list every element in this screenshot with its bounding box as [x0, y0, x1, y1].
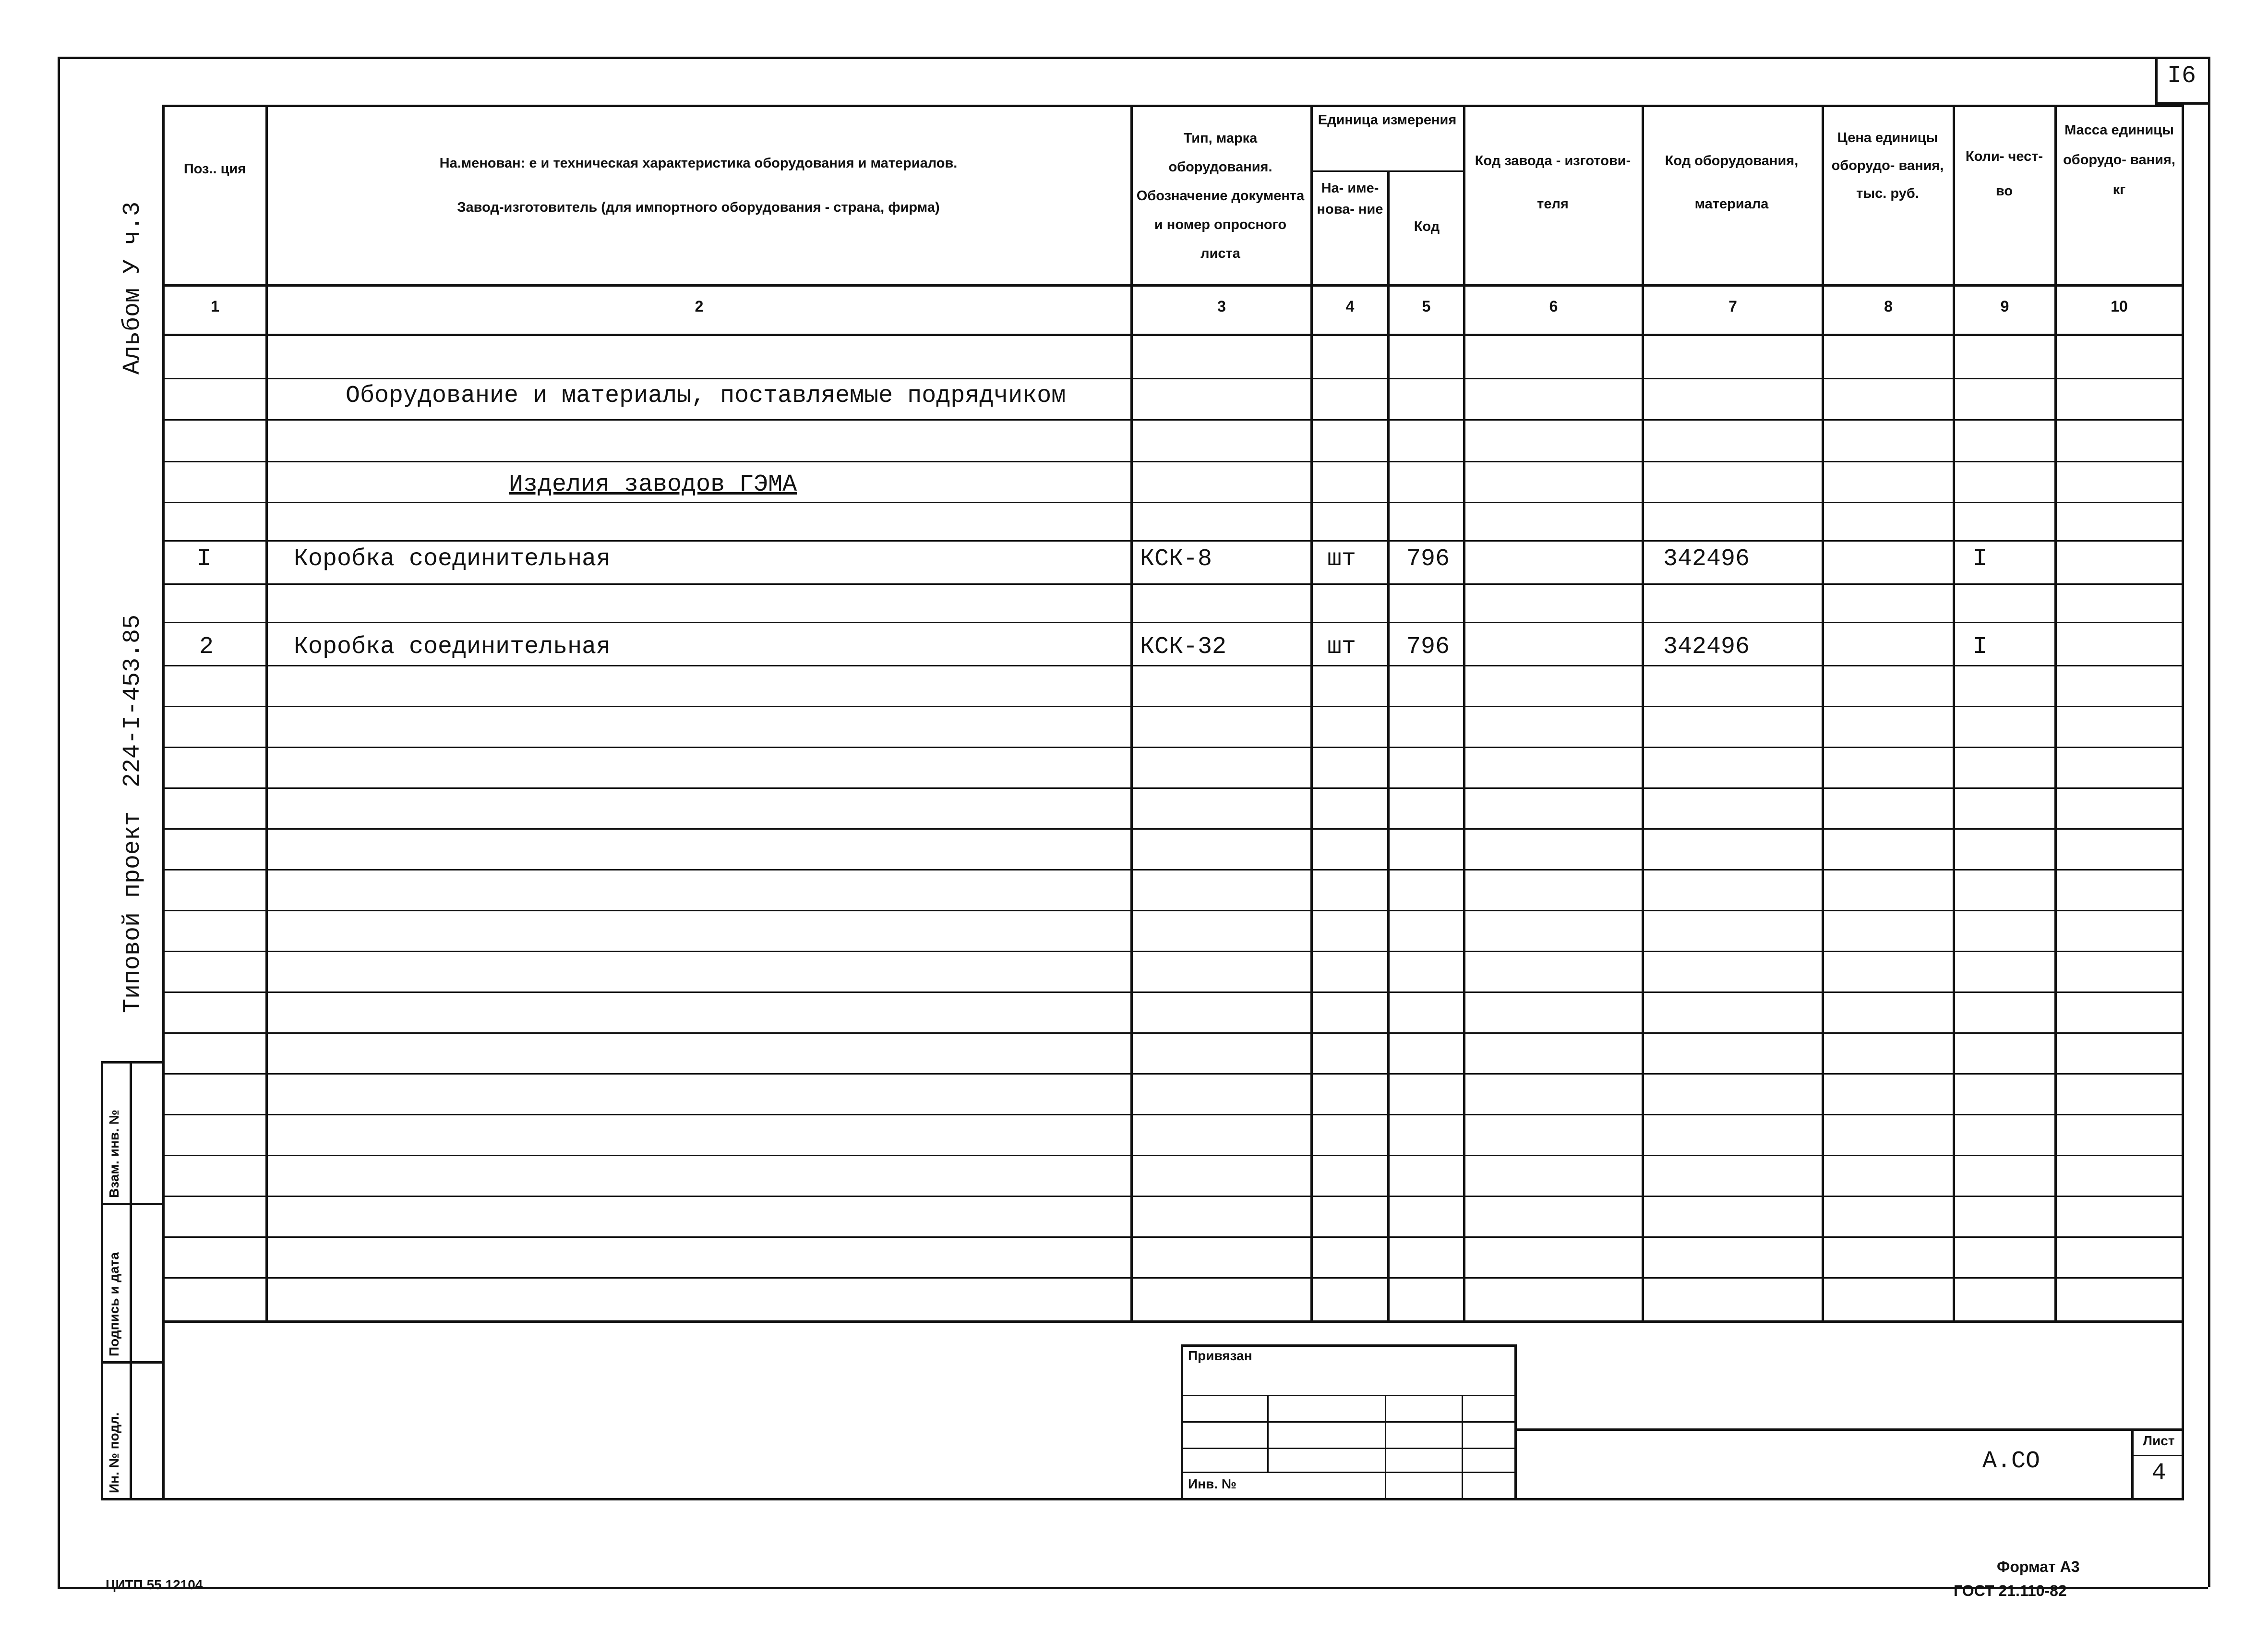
- col-number: 8: [1884, 298, 1893, 315]
- doc-code: А.СО: [1982, 1448, 2040, 1475]
- col-number: 3: [1217, 298, 1226, 315]
- sheet-label: Лист: [2143, 1433, 2175, 1448]
- header-price: Цена единицы оборудо- вания, тыс. руб.: [1831, 130, 1944, 201]
- inv-replace-label: Взам. инв. №: [107, 1110, 121, 1198]
- row-equipment-code: 342496: [1663, 633, 1750, 661]
- header-unit-code: Код: [1414, 219, 1440, 234]
- row-position: I: [197, 545, 212, 573]
- project-type: Типовой проект: [119, 811, 146, 1013]
- header-unit: Единица измерения: [1318, 112, 1457, 128]
- sheet-number: 4: [2151, 1460, 2166, 1487]
- header-mass: Масса единицы оборудо- вания, кг: [2063, 122, 2175, 197]
- row-unit-code: 796: [1406, 633, 1450, 661]
- inv-original-label: Ин. № подл.: [107, 1412, 121, 1493]
- col-number: 7: [1728, 298, 1737, 315]
- col-number: 2: [695, 298, 704, 315]
- row-type: КСК-32: [1140, 633, 1227, 661]
- header-position: Поз.. ция: [183, 161, 246, 177]
- col-number: 9: [2000, 298, 2009, 315]
- header-type: Тип, марка оборудования. Обозначение документа и номер опросного листа: [1136, 131, 1305, 261]
- header-name-line1: На.менован: е и техническая характеристика оборудования и материалов.: [439, 156, 958, 171]
- row-equipment-code: 342496: [1663, 545, 1750, 573]
- header-unit-name: На- име- нова- ние: [1317, 181, 1383, 217]
- row-name: Коробка соединительная: [294, 633, 611, 661]
- format-label: Формат А3: [1997, 1558, 2080, 1575]
- header-quantity: Коли- чест- во: [1965, 149, 2043, 199]
- header-factory-code: Код завода - изготови- теля: [1475, 153, 1631, 212]
- row-quantity: I: [1973, 633, 1988, 661]
- col-number: 5: [1422, 298, 1431, 315]
- header-equipment-code: Код оборудования, материала: [1665, 153, 1799, 212]
- row-quantity: I: [1973, 545, 1988, 573]
- printer-code: ЦИТП 55 12104: [106, 1577, 203, 1592]
- row-unit: шт: [1327, 545, 1356, 573]
- inv-number-label: Инв. №: [1188, 1476, 1237, 1491]
- header-name-line2: Завод-изготовитель (для импортного оборудования - страна, фирма): [457, 200, 940, 215]
- row-name: Коробка соединительная: [294, 545, 611, 573]
- col-number: 10: [2111, 298, 2128, 315]
- section-title: Оборудование и материалы, поставляемые подрядчиком: [346, 382, 1066, 410]
- project-code: 224-I-453.85: [119, 614, 146, 787]
- row-type: КСК-8: [1140, 545, 1212, 573]
- col-number: 1: [211, 298, 219, 315]
- row-position: 2: [199, 633, 214, 661]
- linked-label: Привязан: [1188, 1348, 1252, 1363]
- row-unit: шт: [1327, 633, 1356, 661]
- page-number: I6: [2167, 62, 2196, 90]
- gost-label: ГОСТ 21.110-82: [1954, 1582, 2067, 1599]
- album-label: Альбом У ч.3: [119, 201, 146, 375]
- col-number: 4: [1345, 298, 1355, 315]
- col-number: 6: [1549, 298, 1558, 315]
- row-unit-code: 796: [1406, 545, 1450, 573]
- section-title: Изделия заводов ГЭМА: [509, 471, 797, 498]
- sign-date-label: Подпись и дата: [107, 1252, 121, 1356]
